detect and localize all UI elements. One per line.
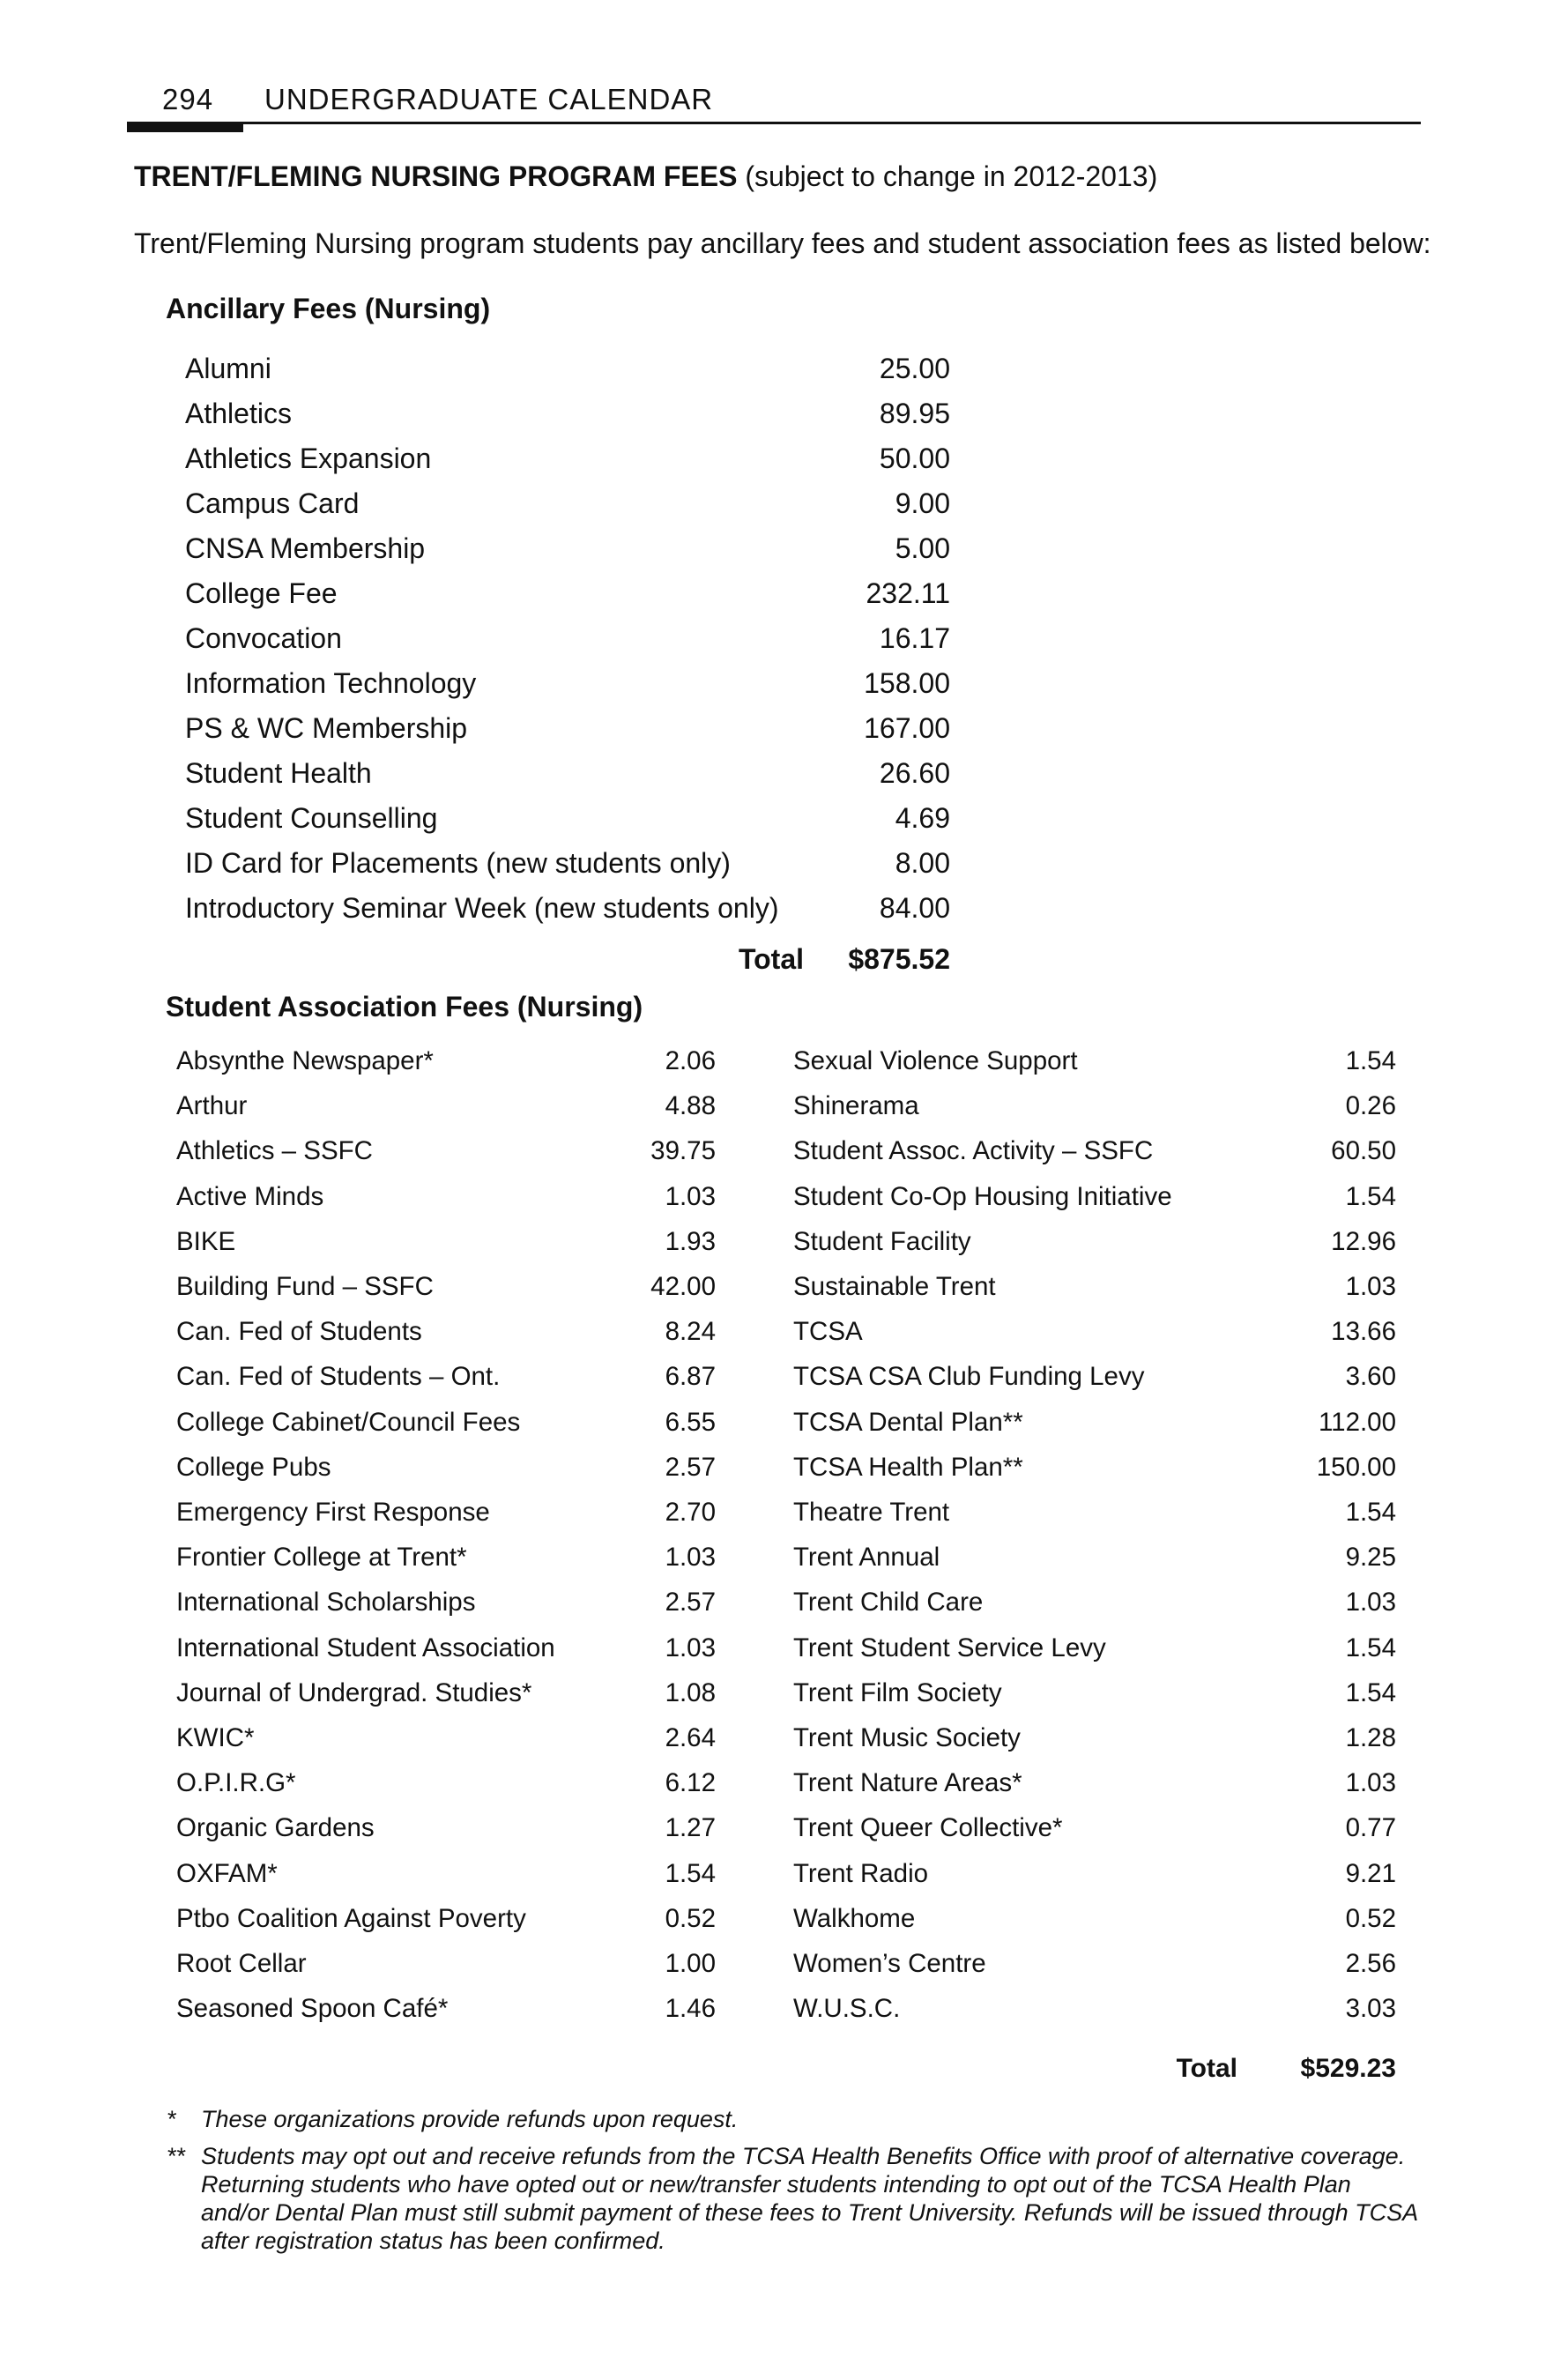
ancillary-total-row <box>185 943 950 988</box>
fee-amount: 0.52 <box>665 1903 716 1933</box>
ancillary-fee-row <box>185 757 950 802</box>
student-association-fee-row <box>176 1949 716 1994</box>
fee-label: Trent Student Service Levy <box>793 1633 1106 1662</box>
fee-amount: 1.54 <box>1345 1181 1396 1211</box>
fee-label: Trent Music Society <box>793 1723 1021 1752</box>
student-association-fee-row <box>176 1136 716 1181</box>
fee-amount: 2.57 <box>665 1588 716 1618</box>
fee-amount: 4.69 <box>895 802 950 834</box>
footnote-mark: * <box>167 2106 177 2132</box>
fee-label: Can. Fed of Students <box>176 1317 422 1347</box>
student-association-fee-row <box>793 1949 1396 1994</box>
student-association-fee-row <box>793 1633 1396 1678</box>
fee-label: Athletics <box>185 398 292 429</box>
student-association-fee-row <box>793 1362 1396 1407</box>
fee-label: Ptbo Coalition Against Poverty <box>176 1903 526 1933</box>
student-association-fee-row <box>176 1091 716 1136</box>
fee-amount: 167.00 <box>864 712 950 744</box>
fee-amount: 1.46 <box>665 1994 716 2024</box>
fee-amount: 0.77 <box>1345 1813 1396 1843</box>
fee-amount: 1.03 <box>1345 1272 1396 1301</box>
student-association-fee-row <box>176 1768 716 1813</box>
student-association-fee-row <box>793 1813 1396 1858</box>
fee-amount: 150.00 <box>1316 1452 1396 1482</box>
student-association-fee-row <box>793 1453 1396 1498</box>
fee-label: Sexual Violence Support <box>793 1046 1078 1075</box>
fee-label: Student Health <box>185 757 372 789</box>
student-association-fee-row <box>793 1408 1396 1453</box>
fee-label: Organic Gardens <box>176 1813 375 1843</box>
fee-amount: 112.00 <box>1318 1407 1396 1437</box>
student-association-fee-row <box>793 1317 1396 1362</box>
fee-label: Student Counselling <box>185 802 438 834</box>
fee-label: Student Assoc. Activity – SSFC <box>793 1136 1154 1166</box>
ancillary-fee-row <box>185 622 950 667</box>
student-association-fee-row <box>793 1588 1396 1633</box>
student-association-fee-row <box>176 1723 716 1768</box>
fee-label: International Scholarships <box>176 1588 476 1618</box>
fee-amount: 9.00 <box>895 487 950 519</box>
student-association-fee-row <box>793 1182 1396 1227</box>
fee-amount: 89.95 <box>879 398 950 429</box>
footnote-mark: ** <box>167 2143 187 2169</box>
fee-label: OXFAM* <box>176 1858 278 1888</box>
fee-label: Absynthe Newspaper* <box>176 1046 434 1075</box>
fee-label: Campus Card <box>185 487 360 519</box>
ancillary-fee-row <box>185 892 950 937</box>
fee-label: Theatre Trent <box>793 1498 950 1527</box>
fee-amount: 1.03 <box>665 1633 716 1662</box>
student-association-fee-row <box>793 1994 1396 2039</box>
fee-label: Emergency First Response <box>176 1498 490 1527</box>
fee-label: KWIC* <box>176 1723 255 1752</box>
fee-amount: 4.88 <box>665 1091 716 1121</box>
fee-label: Trent Radio <box>793 1858 929 1888</box>
fee-label: Student Facility <box>793 1226 971 1256</box>
fee-amount: 26.60 <box>879 757 950 789</box>
student-association-fee-row <box>176 1543 716 1588</box>
fee-amount: 1.03 <box>1345 1588 1396 1618</box>
fee-amount: 3.60 <box>1345 1362 1396 1392</box>
fee-amount: 39.75 <box>650 1136 716 1166</box>
student-association-fee-row <box>176 1994 716 2039</box>
fee-amount: 1.54 <box>1345 1498 1396 1527</box>
fee-label: Seasoned Spoon Café* <box>176 1994 449 2024</box>
student-association-fee-row <box>176 1272 716 1317</box>
fee-label: Trent Film Society <box>793 1677 1002 1707</box>
section-title <box>134 160 1157 193</box>
student-association-fee-row <box>176 1227 716 1272</box>
fee-amount: 1.54 <box>1345 1677 1396 1707</box>
student-association-fee-row <box>176 1408 716 1453</box>
fee-label: ID Card for Placements (new students only) <box>185 847 731 879</box>
ancillary-fee-row <box>185 353 950 398</box>
student-association-fee-row <box>793 1543 1396 1588</box>
fee-amount: 0.26 <box>1345 1091 1396 1121</box>
fee-amount: 8.00 <box>895 847 950 879</box>
fee-amount: 42.00 <box>650 1272 716 1301</box>
section-title-note: (subject to change in 2012-2013) <box>745 160 1158 192</box>
ancillary-fee-row <box>185 487 950 532</box>
ancillary-total-label: Total <box>738 943 804 975</box>
student-association-fee-row <box>793 1904 1396 1949</box>
fee-amount: 8.24 <box>665 1317 716 1347</box>
fee-amount: 158.00 <box>864 667 950 699</box>
student-association-fee-row <box>793 1046 1396 1091</box>
fee-label: Athletics Expansion <box>185 443 432 474</box>
fee-amount: 6.12 <box>665 1768 716 1798</box>
fee-label: TCSA Health Plan** <box>793 1452 1023 1482</box>
student-association-fee-row <box>176 1678 716 1723</box>
fee-amount: 2.64 <box>665 1723 716 1752</box>
fee-label: TCSA <box>793 1317 863 1347</box>
fee-label: O.P.I.R.G* <box>176 1768 296 1798</box>
ancillary-fee-row <box>185 712 950 757</box>
student-association-fee-row <box>176 1588 716 1633</box>
fee-label: Convocation <box>185 622 342 654</box>
fee-label: Introductory Seminar Week (new students only) <box>185 892 779 924</box>
student-association-fee-row <box>176 1859 716 1904</box>
fee-label: Women’s Centre <box>793 1949 986 1978</box>
fee-label: Can. Fed of Students – Ont. <box>176 1362 501 1392</box>
footnote <box>167 2142 1419 2255</box>
footnote <box>167 2105 1419 2133</box>
fee-amount: 1.03 <box>665 1543 716 1573</box>
fee-label: PS & WC Membership <box>185 712 468 744</box>
student-association-fee-row <box>793 1723 1396 1768</box>
fee-label: BIKE <box>176 1226 236 1256</box>
ancillary-fee-row <box>185 577 950 622</box>
fee-amount: 1.54 <box>1345 1633 1396 1662</box>
fee-label: TCSA Dental Plan** <box>793 1407 1023 1437</box>
fee-amount: 1.54 <box>665 1858 716 1888</box>
fee-amount: 3.03 <box>1345 1994 1396 2024</box>
fee-label: Trent Queer Collective* <box>793 1813 1063 1843</box>
fee-amount: 1.03 <box>665 1181 716 1211</box>
fee-amount: 25.00 <box>879 353 950 384</box>
fee-amount: 6.87 <box>665 1362 716 1392</box>
ancillary-fee-row <box>185 667 950 712</box>
fee-amount: 2.57 <box>665 1452 716 1482</box>
student-association-total-row <box>793 2054 1396 2099</box>
fee-amount: 1.08 <box>665 1677 716 1707</box>
fee-amount: 1.28 <box>1345 1723 1396 1752</box>
fee-amount: 9.21 <box>1345 1858 1396 1888</box>
footnote-text: Students may opt out and receive refunds from the TCSA Health Benefits Office with proof of alternative coverage. Returning students who have opted out or new/transfer students intending to opt out of the TCSA Health Plan and/or Dental Plan must still submit payment of these fees to Trent University. Refunds will be issued through TCSA after registration status has been confirmed. <box>201 2143 1418 2254</box>
fee-amount: 1.93 <box>665 1226 716 1256</box>
fee-amount: 9.25 <box>1345 1543 1396 1573</box>
header-tab-marker <box>127 122 243 132</box>
student-association-fee-row <box>793 1272 1396 1317</box>
fee-amount: 1.54 <box>1345 1046 1396 1075</box>
footnote-text: These organizations provide refunds upon request. <box>201 2106 739 2132</box>
fee-amount: 50.00 <box>879 443 950 474</box>
student-association-fee-row <box>793 1678 1396 1723</box>
student-association-total-label: Total <box>1176 2054 1237 2083</box>
fee-label: Walkhome <box>793 1903 916 1933</box>
page-header <box>127 79 1421 136</box>
fee-label: Root Cellar <box>176 1949 307 1978</box>
ancillary-fee-row <box>185 802 950 847</box>
fee-label: Alumni <box>185 353 271 384</box>
header-rule <box>127 122 1421 124</box>
student-association-fee-row <box>793 1768 1396 1813</box>
fee-amount: 84.00 <box>879 892 950 924</box>
student-association-fee-row <box>793 1227 1396 1272</box>
running-title: UNDERGRADUATE CALENDAR <box>264 83 714 115</box>
student-association-fee-row <box>176 1362 716 1407</box>
fee-label: TCSA CSA Club Funding Levy <box>793 1362 1145 1392</box>
fee-amount: 1.27 <box>665 1813 716 1843</box>
ancillary-fee-row <box>185 847 950 892</box>
student-association-fee-row <box>176 1182 716 1227</box>
fee-label: Building Fund – SSFC <box>176 1272 434 1301</box>
student-association-fee-row <box>176 1046 716 1091</box>
fee-amount: 5.00 <box>895 532 950 564</box>
fee-label: Arthur <box>176 1091 248 1121</box>
student-association-total-amount: $529.23 <box>1300 2054 1396 2083</box>
page-number: 294 <box>162 83 214 115</box>
fee-label: Frontier College at Trent* <box>176 1543 467 1573</box>
student-association-fee-row <box>176 1633 716 1678</box>
ancillary-fee-row <box>185 532 950 577</box>
fee-amount: 2.70 <box>665 1498 716 1527</box>
fee-amount: 6.55 <box>665 1407 716 1437</box>
fee-label: Sustainable Trent <box>793 1272 996 1301</box>
fee-label: College Fee <box>185 577 338 609</box>
fee-label: College Cabinet/Council Fees <box>176 1407 521 1437</box>
fee-label: International Student Association <box>176 1633 555 1662</box>
fee-amount: 1.00 <box>665 1949 716 1978</box>
ancillary-fee-row <box>185 398 950 443</box>
section-title-bold: TRENT/FLEMING NURSING PROGRAM FEES <box>134 160 738 192</box>
student-association-heading: Student Association Fees (Nursing) <box>166 991 643 1023</box>
fee-amount: 1.03 <box>1345 1768 1396 1798</box>
fee-amount: 0.52 <box>1345 1903 1396 1933</box>
fee-amount: 13.66 <box>1331 1317 1396 1347</box>
student-association-fee-row <box>793 1498 1396 1543</box>
student-association-fee-row <box>176 1904 716 1949</box>
ancillary-heading: Ancillary Fees (Nursing) <box>166 293 491 324</box>
fee-amount: 232.11 <box>866 577 950 609</box>
student-association-fee-row <box>793 1091 1396 1136</box>
fee-label: College Pubs <box>176 1452 331 1482</box>
ancillary-fee-row <box>185 443 950 487</box>
fee-label: Trent Annual <box>793 1543 940 1573</box>
fee-label: CNSA Membership <box>185 532 426 564</box>
fee-label: Trent Child Care <box>793 1588 984 1618</box>
fee-label: Student Co-Op Housing Initiative <box>793 1181 1172 1211</box>
student-association-fee-row <box>793 1859 1396 1904</box>
student-association-fee-row <box>176 1453 716 1498</box>
intro-paragraph: Trent/Fleming Nursing program students pay ancillary fees and student association fees as listed below: <box>134 227 1431 259</box>
fee-amount: 16.17 <box>879 622 950 654</box>
fee-amount: 60.50 <box>1331 1136 1396 1166</box>
fee-amount: 2.56 <box>1345 1949 1396 1978</box>
student-association-fee-row <box>176 1317 716 1362</box>
student-association-fee-row <box>176 1813 716 1858</box>
fee-label: Trent Nature Areas* <box>793 1768 1022 1798</box>
fee-amount: 12.96 <box>1331 1226 1396 1256</box>
fee-label: Journal of Undergrad. Studies* <box>176 1677 532 1707</box>
fee-label: Athletics – SSFC <box>176 1136 373 1166</box>
fee-label: W.U.S.C. <box>793 1994 901 2024</box>
fee-label: Active Minds <box>176 1181 324 1211</box>
fee-label: Information Technology <box>185 667 477 699</box>
fee-amount: 2.06 <box>665 1046 716 1075</box>
ancillary-total-amount: $875.52 <box>848 943 950 975</box>
footnotes <box>167 2105 1419 2264</box>
student-association-fee-row <box>176 1498 716 1543</box>
fee-label: Shinerama <box>793 1091 919 1121</box>
student-association-fee-row <box>793 1136 1396 1181</box>
